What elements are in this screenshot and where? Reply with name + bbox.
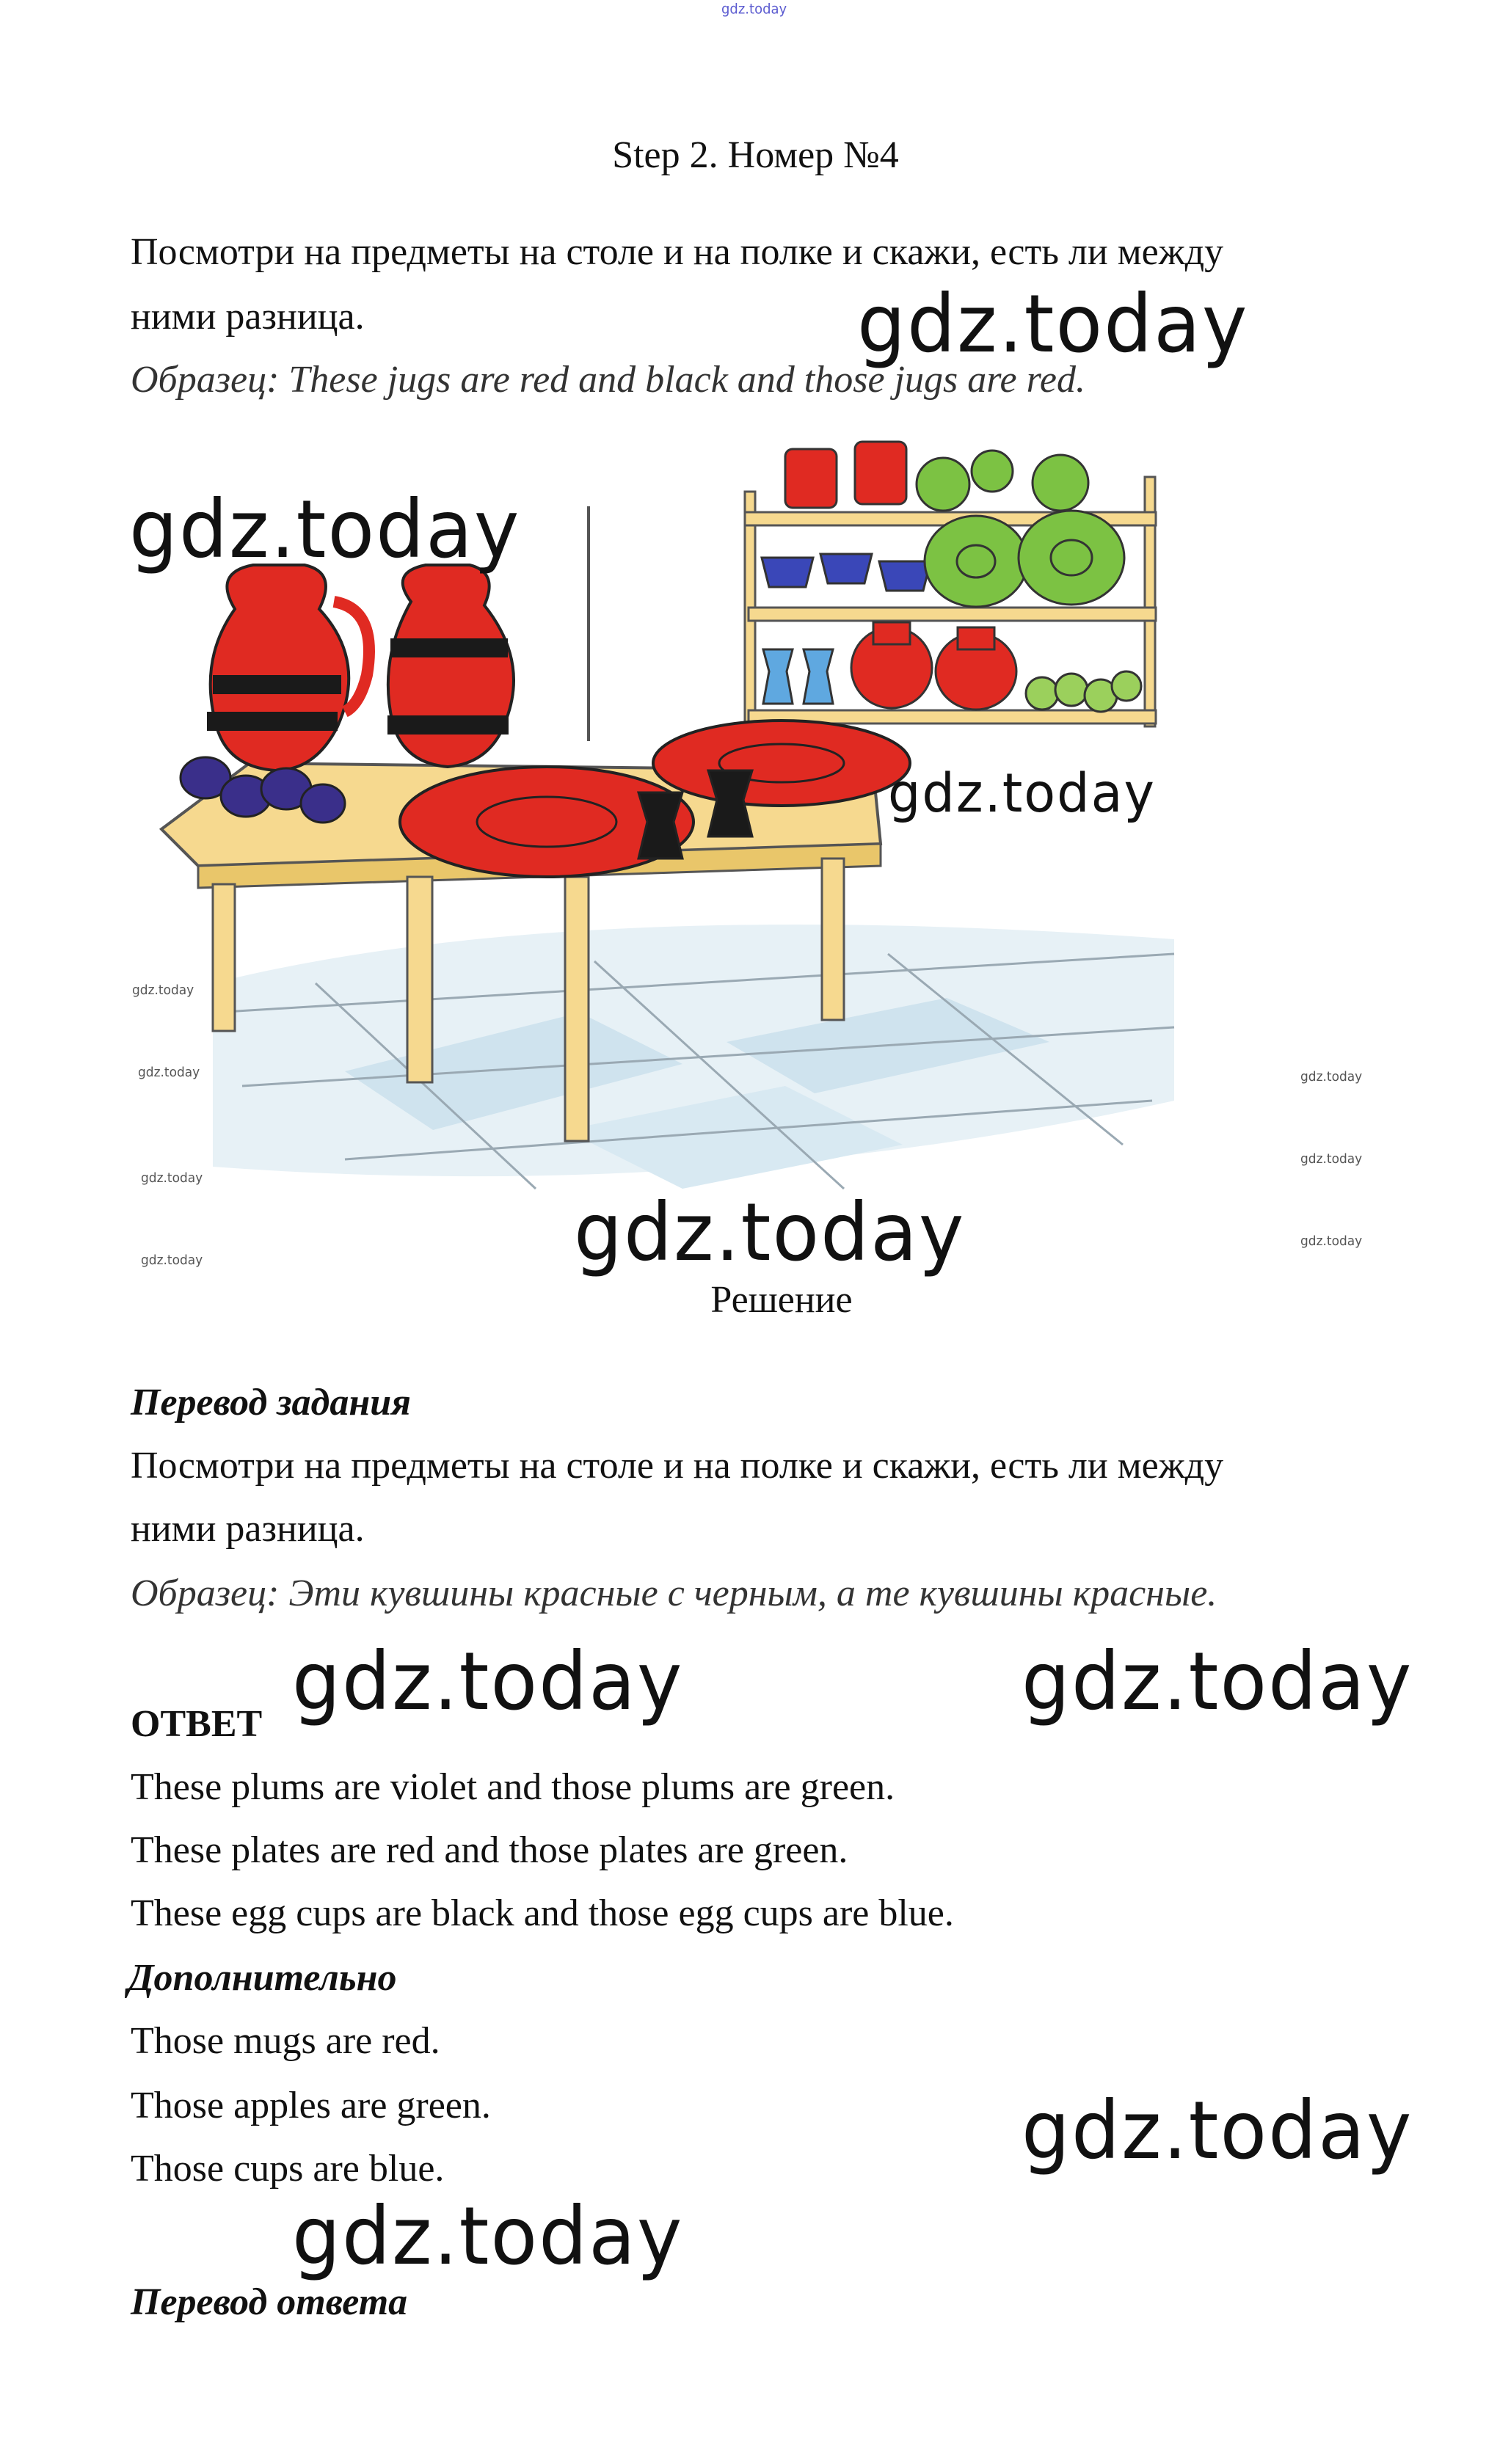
answer-translation-heading: Перевод ответа — [131, 2281, 408, 2323]
task-line-2: ними разница. — [131, 296, 365, 338]
translation-line-2: ними разница. — [131, 1508, 365, 1550]
extra-line: Those mugs are red. — [131, 2020, 440, 2062]
apple — [972, 451, 1013, 492]
watermark-small: gdz.today — [1300, 1151, 1363, 1167]
task-line-1: Посмотри на предметы на столе и на полке и скажи, есть ли между — [131, 231, 1224, 273]
watermark-small: gdz.today — [138, 1065, 200, 1081]
answer-heading: ОТВЕТ — [131, 1703, 263, 1745]
apple — [917, 458, 969, 511]
watermark-top: gdz.today — [721, 1, 787, 18]
mug — [785, 449, 837, 508]
page-title: Step 2. Номер №4 — [612, 134, 899, 176]
translation-line-1: Посмотри на предметы на столе и на полке и скажи, есть ли между — [131, 1445, 1224, 1487]
watermark-small: gdz.today — [1300, 1069, 1363, 1085]
watermark: gdz.today — [292, 2188, 684, 2283]
translation-sample: Образец: Эти кувшины красные с черным, а те кувшины красные. — [131, 1572, 1217, 1614]
task-sample: Образец: These jugs are red and black and those jugs are red. — [131, 359, 1085, 401]
watermark: gdz.today — [888, 761, 1156, 825]
watermark-small: gdz.today — [132, 983, 194, 999]
floor — [213, 925, 1174, 1189]
watermark: gdz.today — [292, 1633, 684, 1729]
watermark: gdz.today — [1022, 1633, 1413, 1729]
watermark: gdz.today — [1022, 2082, 1413, 2178]
shelf — [745, 442, 1156, 741]
apple — [1033, 455, 1088, 511]
watermark: gdz.today — [857, 276, 1249, 371]
extra-heading: Дополнительно — [128, 1957, 397, 1999]
egg-cup-blue — [804, 649, 833, 704]
watermark-small: gdz.today — [141, 1170, 203, 1187]
plate-green — [925, 516, 1027, 607]
watermark: gdz.today — [129, 481, 521, 577]
plum-green — [1055, 674, 1088, 706]
egg-cup-blue — [763, 649, 793, 704]
mug — [855, 442, 906, 504]
extra-line: Those cups are blue. — [131, 2148, 445, 2190]
watermark-small: gdz.today — [141, 1253, 203, 1269]
cup — [820, 554, 872, 583]
answer-line: These plums are violet and those plums are green. — [131, 1766, 895, 1808]
watermark: gdz.today — [574, 1184, 966, 1280]
extra-line: Those apples are green. — [131, 2085, 491, 2126]
solution-label: Решение — [710, 1279, 853, 1321]
plum-green — [1112, 671, 1141, 701]
watermark-small: gdz.today — [1300, 1233, 1363, 1250]
cup — [879, 561, 931, 591]
plate-green — [1019, 511, 1124, 605]
translation-heading: Перевод задания — [131, 1382, 411, 1424]
answer-line: These egg cups are black and those egg cups are blue. — [131, 1892, 954, 1934]
plum-green — [1026, 677, 1058, 710]
answer-line: These plates are red and those plates are green. — [131, 1829, 848, 1871]
cup — [762, 558, 813, 587]
jugs-red-black — [207, 565, 514, 770]
